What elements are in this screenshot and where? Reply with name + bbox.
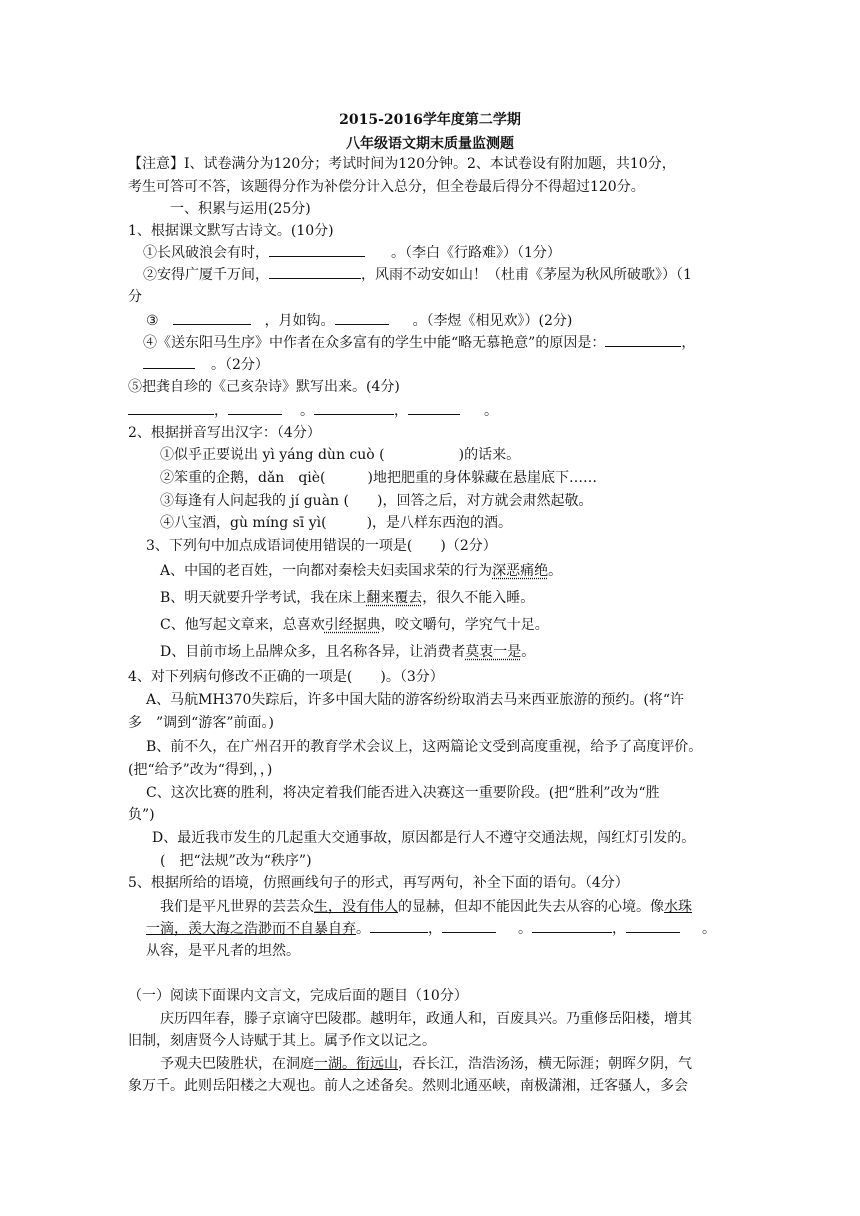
q3-option-b xyxy=(160,587,534,609)
q4-option-c-1: C、这次比赛的胜利，将决定着我们能否进入决赛这一重要阶段。(把“胜利”改为“胜 xyxy=(146,785,660,801)
answer-blank[interactable] xyxy=(335,310,389,325)
q2-item-4 xyxy=(160,512,512,534)
q1-item-4-points: 。（2分） xyxy=(211,357,269,373)
q1-item-3 xyxy=(146,310,572,332)
q4-option-a-2: 多 ”调到“游客”前面。) xyxy=(128,715,274,731)
q2-item-1-end: )的话来。 xyxy=(458,447,521,463)
q1-item-3-source: 。（李煜《相见欢》）(2分) xyxy=(412,313,573,329)
dotted-idiom: 深恶痛绝 xyxy=(492,563,549,579)
punct: 。 xyxy=(484,403,498,419)
q2-item-4-text: ④八宝酒，gù míng sī yì( xyxy=(160,515,327,531)
q4-option-d-1: D、最近我市发生的几起重大交通事故，原因都是行人不遵守交通法规，闯红灯引发的。 xyxy=(152,830,696,846)
q5-text: 我们是平凡世界的芸芸众 xyxy=(160,899,314,915)
notice-line-2: 考生可答可不答，该题得分作为补偿分计入总分，但全卷最后得分不得超过120分。 xyxy=(128,179,645,195)
exam-title-year: 2015-2016学年度第二学期 xyxy=(339,112,521,128)
option-end: 。 xyxy=(521,644,536,660)
reading-p1-line-1: 庆历四年春，滕子京谪守巴陵郡。越明年，政通人和，百废具兴。乃重修岳阳楼，增其 xyxy=(160,1011,692,1027)
q1-item-5-blanks xyxy=(128,400,498,422)
punct: ， xyxy=(214,403,228,419)
option-text: A、中国的老百姓，一向都对秦桧夫妇卖国求荣的行为 xyxy=(160,563,493,579)
q1-item-2-text: ②安得广厦千万间， xyxy=(143,267,269,283)
q1-item-5: ⑤把龚自珍的《己亥杂诗》默写出来。(4分) xyxy=(128,379,400,395)
option-end: 。 xyxy=(548,563,563,579)
q1-item-2 xyxy=(143,264,692,286)
q2-item-1-text: ①似乎正要说出 yì yáng dùn cuò ( xyxy=(160,447,385,463)
q1-item-3-num: ③ xyxy=(146,313,159,329)
q5-line-2 xyxy=(146,918,716,940)
reading-text: ，吞长江，浩浩汤汤，横无际涯；朝晖夕阴，气 xyxy=(398,1056,692,1072)
question-2-stem: 2、根据拼音写出汉字：（4分） xyxy=(128,425,321,441)
reading-text: 予观夫巴陵胜状，在洞庭 xyxy=(160,1056,314,1072)
q2-item-4-end: )，是八样东西泡的酒。 xyxy=(366,515,513,531)
punct: 。 xyxy=(300,403,314,419)
q4-option-d-2: ( 把“法规”改为“秩序”) xyxy=(160,853,312,869)
section-heading: 一、积累与运用(25分) xyxy=(170,201,311,217)
q1-item-4 xyxy=(143,332,695,354)
q1-item-1 xyxy=(143,242,561,264)
q4-option-b-2: (把“给予”改为“得到，，) xyxy=(128,762,273,778)
dotted-idiom: 莫衷一是 xyxy=(465,644,522,660)
q1-item-4-comma: ， xyxy=(681,335,696,351)
reading-heading: （一）阅读下面课内文言文，完成后面的题目（10分） xyxy=(128,988,468,1004)
reading-p1-line-2: 旧制，刻唐贤今人诗赋于其上。属予作文以记之。 xyxy=(128,1033,436,1049)
punct: 。 xyxy=(702,921,716,937)
reading-p2-line-1 xyxy=(160,1053,692,1075)
answer-blank[interactable] xyxy=(128,400,214,415)
q2-item-2-end: )地把肥重的身体躲藏在悬崖底下…… xyxy=(367,470,597,486)
q5-text: 的显赫，但却不能因此失去从容的心境。像 xyxy=(398,899,664,915)
q1-item-4-text: ④《送东阳马生序》中作者在众多富有的学生中能“略无慕艳意”的原因是： xyxy=(143,335,606,351)
q2-item-1 xyxy=(160,444,520,466)
q3-option-d xyxy=(160,641,535,663)
question-4-stem: 4、对下列病句修改不正确的一项是( )。（3分） xyxy=(128,669,444,685)
option-text: C、他写起文章来，总喜欢 xyxy=(160,617,325,633)
answer-blank[interactable] xyxy=(370,918,428,933)
answer-blank[interactable] xyxy=(314,400,394,415)
notice-line-1: 【注意】I、试卷满分为120分；考试时间为120分钟。2、本试卷设有附加题，共10分， xyxy=(128,156,676,172)
q5-underlined: 一滴，羡大海之浩渺而不自暴自弃 xyxy=(146,921,356,937)
punct: ， xyxy=(612,921,626,937)
punct: 。 xyxy=(356,921,370,937)
answer-blank[interactable] xyxy=(173,310,251,325)
q1-item-1-text: ①长风破浪会有时， xyxy=(143,245,269,261)
question-5-stem: 5、根据所给的语境，仿照画线句子的形式，再写两句，补全下面的语句。（4分） xyxy=(128,875,629,891)
answer-blank[interactable] xyxy=(269,242,365,257)
answer-blank[interactable] xyxy=(408,400,460,415)
punct: 。 xyxy=(518,921,532,937)
dotted-idiom: 引经据典 xyxy=(324,617,381,633)
q2-item-2 xyxy=(160,467,597,489)
q4-option-b-1: B、前不久，在广州召开的教育学术会议上，这两篇论文受到高度重视，给予了高度评价。 xyxy=(146,739,703,755)
q2-item-2-text: ②笨重的企鹅，dǎn qiè( xyxy=(160,470,326,486)
answer-blank[interactable] xyxy=(532,918,612,933)
question-3-stem: 3、下列句中加点成语词使用错误的一项是( )（2分） xyxy=(146,538,497,554)
q4-option-c-2: 负”) xyxy=(128,807,155,823)
q5-underlined: 生，没有伟人 xyxy=(314,899,398,915)
reading-p2-line-2: 象万千。此则岳阳楼之大观也。前人之述备矣。然则北通巫峡，南极潇湘，迁客骚人，多会 xyxy=(128,1078,688,1094)
answer-blank[interactable] xyxy=(605,332,681,347)
q1-item-1-source: 。（李白《行路难》）（1分） xyxy=(391,245,561,261)
dotted-idiom: 翻来覆去 xyxy=(366,590,423,606)
q1-item-4-wrap xyxy=(143,354,269,376)
q4-option-a-1: A、马航MH370失踪后，许多中国大陆的游客纷纷取消去马来西亚旅游的预约。(将“许 xyxy=(146,692,684,708)
answer-blank[interactable] xyxy=(269,264,361,279)
answer-blank[interactable] xyxy=(442,918,496,933)
answer-blank[interactable] xyxy=(143,354,195,369)
reading-underlined: 一湖。衔远山 xyxy=(314,1056,398,1072)
q1-item-2-source: ，风雨不动安如山！（杜甫《茅屋为秋风所破歌》）（1 xyxy=(361,267,692,283)
q2-item-3 xyxy=(160,490,592,512)
answer-blank[interactable] xyxy=(626,918,680,933)
option-text: B、明天就要升学考试，我在床上 xyxy=(160,590,367,606)
option-end: ，很久不能入睡。 xyxy=(422,590,535,606)
option-end: ，咬文嚼句，学究气十足。 xyxy=(380,617,549,633)
q3-option-a xyxy=(160,560,562,582)
punct: ， xyxy=(428,921,442,937)
q2-item-3-text: ③每逢有人问起我的 jí guàn ( xyxy=(160,493,349,509)
q5-line-1 xyxy=(160,896,692,918)
q5-underlined: 水珠 xyxy=(664,899,692,915)
question-1-stem: 1、根据课文默写古诗文。(10分) xyxy=(128,223,334,239)
answer-blank[interactable] xyxy=(228,400,282,415)
q3-option-c xyxy=(160,614,549,636)
q1-item-2-wrap: 分 xyxy=(128,289,142,305)
punct: ， xyxy=(394,403,408,419)
q5-line-3: 从容，是平凡者的坦然。 xyxy=(146,943,300,959)
option-text: D、目前市场上品牌众多，且名称各异，让消费者 xyxy=(160,644,466,660)
exam-title-subject: 八年级语文期末质量监测题 xyxy=(346,136,514,152)
q2-item-3-end: )，回答之后，对方就会肃然起敬。 xyxy=(376,493,593,509)
q1-item-3-text: ，月如钩。 xyxy=(264,313,335,329)
